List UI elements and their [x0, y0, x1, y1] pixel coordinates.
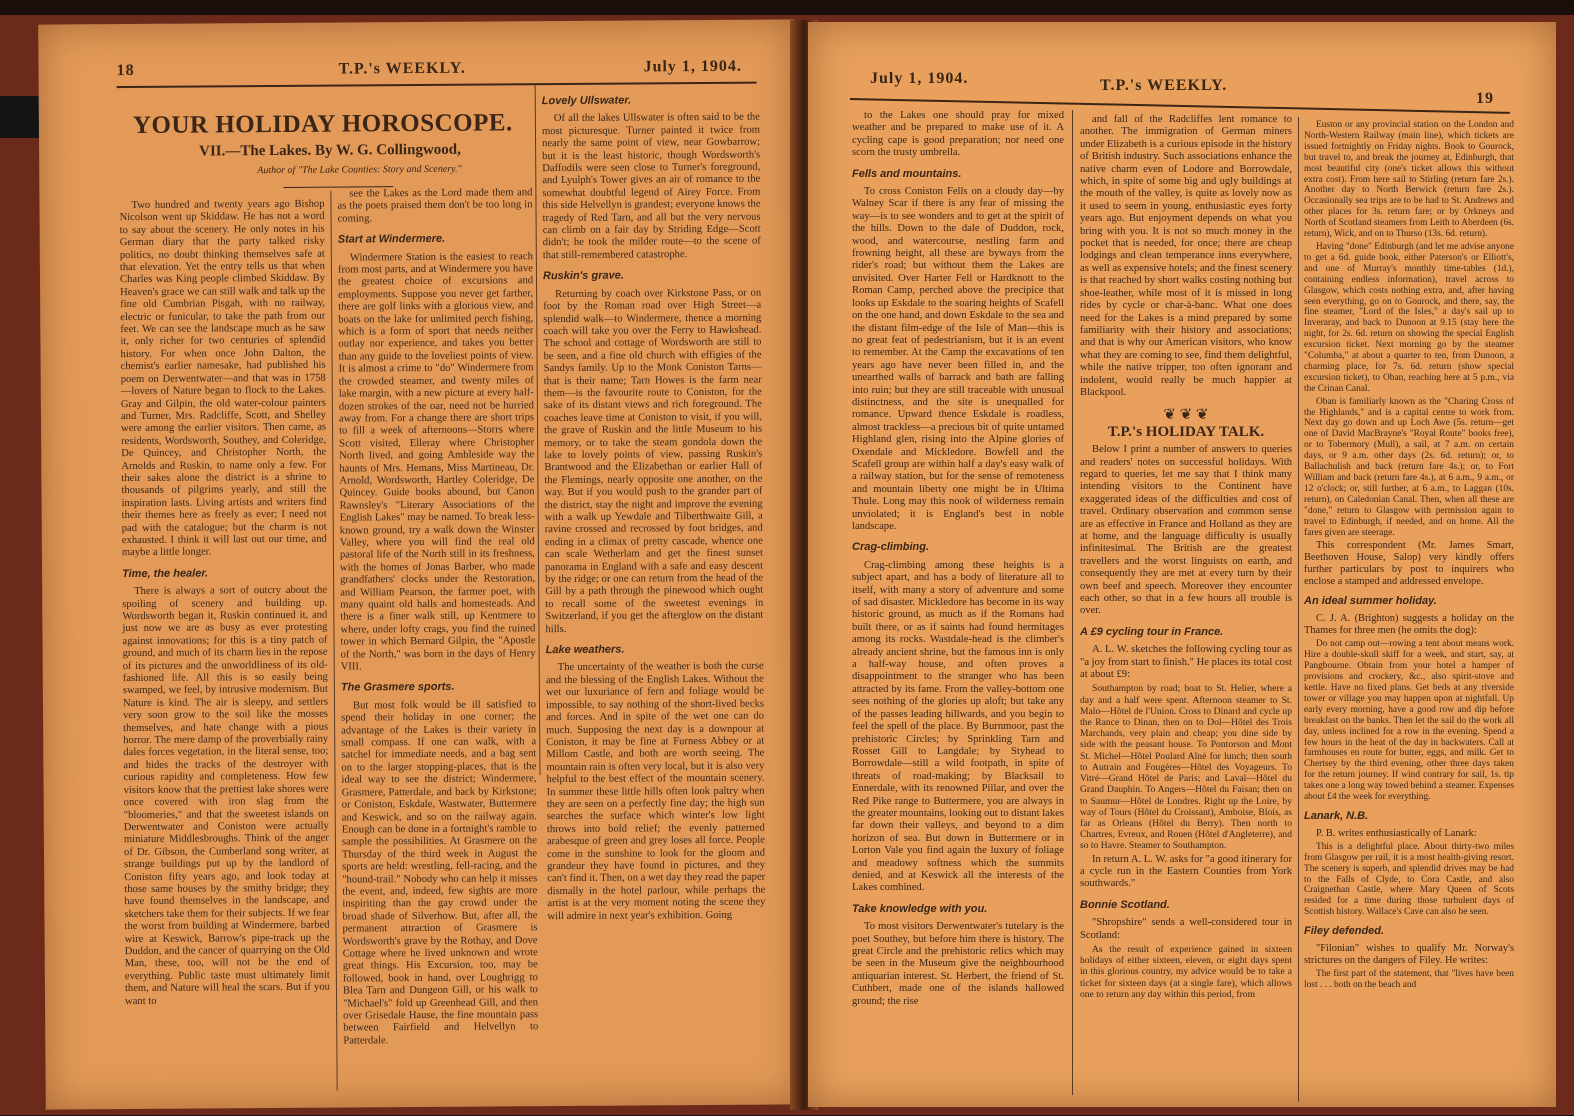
- section-heading: Ruskin's grave.: [542, 269, 624, 283]
- paragraph: To most visitors Derwentwater's tutelary is the poet Southey, but before him there is history. The great Circle and the prehistoric relics which may be seen in the Museum give the neighbourhood antiquarian interest. St. Herbert, the friend of St. Cuthbert, made one of the islands hallowed ground; the rise: [852, 921, 1064, 1007]
- section-heading: Bonnie Scotland.: [1080, 898, 1170, 911]
- section-heading: Lanark, N.B.: [1304, 809, 1369, 822]
- section-heading: Take knowledge with you.: [852, 902, 988, 915]
- right-column-2: [1080, 114, 1292, 1099]
- left-column-2: [337, 187, 538, 1088]
- left-running-title: T.P.'s WEEKLY.: [338, 59, 466, 78]
- paragraph: Having "done" Edinburgh (and let me advise anyone to get a 6d. guide book, either Paterson's or Elliott's, and one of Murray's monthly time-tables (1d.), containing endless information), travel across to Glasgow, which costs nothing extra, and, after having seen everything, go on to Gourock, and there, say, the fine steamer, "Lord of the Isles," a day's sail up to Inveraray, and back to Dunoon at 9.15 (stay here the night, for 2s. 6d. return on showing the special English excursion ticket. Next morning go by the steamer "Columba," at about a quarter to ten, from Dunoon, a charming place, for 7s. 6d. return (show special excursion ticket), to Oban, reaching here at 5 p.m., via the Crinan Canal.: [1304, 241, 1514, 394]
- left-column-divider: [330, 191, 337, 1091]
- paragraph: "Filonian" wishes to qualify Mr. Norway's strictures on the dangers of Filey. He writes:: [1304, 943, 1514, 967]
- paragraph: As the result of experience gained in sixteen holidays of either sixteen, eleven, or eight days spent in this glorious country, my advice would be to take a ticket for sixteen days (at a single fare), which allows one to return any day within this period, from: [1080, 943, 1292, 1000]
- right-date: July 1, 1904.: [870, 70, 969, 87]
- right-column-1: [852, 110, 1064, 1100]
- paragraph: see the Lakes as the Lord made them and as the poets praised them don't be too long in coming.: [337, 187, 533, 225]
- left-page: [38, 19, 802, 1109]
- paragraph: Euston or any provincial station on the London and North-Western Railway (main line), which tickets are issued fortnightly on Friday nights. Book to Gourock, but travel to, and break the journey at, Edinburgh, that most beautiful city (one's ticket allows this without extra cost). From here sail to Stirling (return fare 2s.). Another day to North Berwick (return fare 2s.). Occasionally sea trips are to be had to St. Andrews and other places for 3s. return fare; or by Orkneys and North of Scotland steamers from Leith to Aberdeen (6s. return), Wick, and on to Thurso (13s. 6d. return).: [1304, 120, 1514, 240]
- paragraph: This correspondent (Mr. James Smart, Beethoven House, Salop) very kindly offers further particulars by post to inquirers who enclose a stamped and addressed envelope.: [1304, 540, 1514, 588]
- paragraph: Crag-climbing among these heights is a subject apart, and has a body of literature all to itself, with many a story of adventure and some of sad disaster. Mickledore has become in its way historic ground, as much as if the Romans had built there, or as if saints had found hermitages among its rocks. Wastdale-head is the climber's already ancient shrine, but the famous inn is only a half-way house, and often proves a disappointment to the stranger who has been attracted by its fame. From the valley-bottom one sees nothing of the glories up aloft; but take any of the passes leading hillwards, and you begin to feel the spell of the place. By Burnmoor, past the prehistoric Circles; by Sprinkling Tarn and Rosset Gill to Langdale; by Styhead to Borrowdale—still a wild footpath, in spite of threats of road-making; by Blacksail to Ennerdale, with its renowned Pillar, and over the Red Pike range to Buttermere, you are always in the greater mountains, looking out to distant lakes far down their valleys, and beyond to a dim horizon of sea. But down in Buttermere or in Lorton Vale you find again the luxury of foliage and meadowy softness which the summits denied, and at Keswick all the interests of the Lakes combined.: [852, 559, 1064, 894]
- section-heading: The Grasmere sports.: [340, 681, 455, 694]
- paragraph: Do not camp out—rowing a tent about means work. Hire a double-skull skiff for a week, and start, say, at Pangbourne. Obtain from your hotel a hamper of provisions and crockery, &c., also spirit-stove and kettle. Have no fixed plans. Get beds at any riverside tower or village you may happen upon at nightfall. Up early every morning, have a good row and dip before breakfast on the banks. Then let the sail do the work all day, unless inclined for a row in the evening. Spend a few hours in the heat of the day in backwaters. Call at farmhouses en route for butter, eggs, and milk. Get to Chertsey by the third evening, other three days taken for the return journey. If wind contrary for sail, 1s. tip takes one a long way towed behind a steamer. Expenses about £4 the week for everything.: [1304, 639, 1514, 803]
- paragraph: Returning by coach over Kirkstone Pass, or on foot by the Roman road over High Street—a splendid walk—to Windermere, thence a morning coach will take you over the Ferry to Hawkshead. The school and cottage of Wordsworth are still to be seen, and a fine old church with effigies of the Sandys family. Up to the Monk Coniston Tarns—that is their name; Tarn Howes is the farm near them—is the favourite route to Coniston, for the sake of its distant views and rich foreground. The coaches leave time at Coniston to visit, if you will, the grave of Ruskin and the little Museum to his memory, or to take the steam gondola down the lake to lovely points of view, passing Ruskin's Brantwood and the Elizabethan or earlier Hall of the Flemings, nearly opposite one another, on the way. But if you would push to the grander part of the district, stay the night and improve the evening with a walk up Yewdale and Tilberthwaite Gill, a ravine crossed and recrossed by foot bridges, and ending in a climax of pretty cascade, whence one can scale Wetherlam and get the finest sunset panorama in England with a safe and easy descent by the ridge; or one can return from the head of the Gill by a path through the pinewood which ought to recall some of the sweetest evenings in Switzerland, if you get the afterglow on the distant hills.: [543, 287, 764, 635]
- paragraph: Oban is familiarly known as the "Charing Cross of the Highlands," and is a capital centre to work from. Next day go down and up Loch Awe (5s. return—get one of David MacBrayne's "Royal Route" books free), or to Tobermory (Mull), a sail, at 7 a.m. on certain days, or 9 a.m. other days (2s. 6d. return); or, to Ballachulish and back (return fare 4s.); or, to Fort William and back (return fare 4s.), at 6 a.m., 9 a.m., or 12 o'clock; or, still further, at 6 a.m., to Laggan (10s. return), on Caledonian Canal. Then, when all these are "done," return to Glasgow with permission again to travel to Edinburgh, if needed, and on home. All the fares given are steerage.: [1304, 396, 1514, 538]
- paragraph: The first part of the statement, that "lives have been lost . . . both on the beach and: [1304, 969, 1514, 990]
- paragraph: But most folk would be ill satisfied to spend their holiday in one corner; the advantage of the Lakes is their variety in small compass. If one can walk, with a satchel for immediate needs, and a bag sent on to the larger stopping-places, that is the ideal way to see the district; Windermere, Grasmere, Patterdale, and back by Kirkstone; or Coniston, Eskdale, Wastwater, Buttermere and Keswick, and so on the railway again. Enough can be done in a fortnight's ramble to sample the possibilities. At Grasmere on the Thursday of the third week in August the sports are held: wrestling, fell-racing, and the "hound-trail." Nobody who can help it misses the event, and, indeed, few sights are more inspiriting than the gay crowd under the broad shade of Silverhow. But, after all, the permanent attraction of Grasmere is Wordsworth's grave by the Rothay, and Dove Cottage where he lived unknown and wrote great things. His Excursion, too, may be followed, book in hand, over Loughrigg to Blea Tarn and Dungeon Gill, or his walk to "Michael's" fold up Greenhead Gill, and then over Grisedale Hause, the fine mountain pass between Fairfield and Helvellyn to Patterdale.: [341, 699, 539, 1047]
- paragraph: to the Lakes one should pray for mixed weather and be prepared to make use of it. A cycling cape is good preparation; nor need one scorn the trusty umbrella.: [852, 110, 1064, 159]
- left-column-1: [119, 199, 330, 1100]
- right-column-divider-1: [1072, 110, 1073, 1095]
- paragraph: In return A. L. W. asks for "a good itinerary for a cycle run in the Eastern Counties from York southwards.": [1080, 853, 1292, 890]
- paragraph: Southampton by road; boat to St. Helier, where a day and a half were spent. Afternoon steamer to St. Malo—Hôtel de l'Union. Cross to Dinard and cycle up the Rance to Dinan, then on to Dol—Hôtel des Trois Marchands, very plain and cheap; you dine side by side with the peasant house. To Pontorson and Mont St. Michel—Hôtel Poulard Aîné for lunch; then south to Autrain and Fougères—Hôtel des Voyageurs. To Vitré—Grand Hôtel de Paris; and Laval—Hôtel du Grand Dauphin. To Angers—Hôtel du Faisan; then on to Saumur—Hôtel de Londres. Right up the Loire, by way of Tours (Hôtel du Croissant), Amboise, Blois, as far as Orleans (Hôtel du Berry). Then north to Chartres, Evreux, and Rouen (Hôtel d'Angleterre), and so to Havre. Steamer to Southampton.: [1080, 683, 1292, 852]
- paragraph: C. J. A. (Brighton) suggests a holiday on the Thames for three men (he omits the dog):: [1304, 613, 1514, 637]
- paragraph: P. B. writes enthusiastically of Lanark:: [1316, 827, 1477, 839]
- article-subtitle: VII.—The Lakes. By W. G. Collingwood,: [199, 141, 461, 160]
- section-heading: Time, the healer.: [122, 567, 209, 580]
- section-heading: Fells and mountains.: [852, 167, 962, 180]
- paragraph: Below I print a number of answers to queries and readers' notes on successful holidays. With regard to queries, let me say that I think many intending visitors to the Continent have exaggerated ideas of the difficulties and cost of travel. Ordinary observation and common sense are as effective in France and Holland as they are at home, and the language difficulty is usually infinitesimal. The British are the greatest travellers and the worst linguists on earth, and consequently they are met at every turn by their own beef and speech. Moreover they encounter each other, so that in a few hours all trouble is over.: [1080, 444, 1292, 617]
- left-date: July 1, 1904.: [643, 57, 742, 76]
- ornament: ❦ ❦ ❦: [1163, 407, 1209, 424]
- paragraph: "Shropshire" sends a well-considered tour in Scotland:: [1080, 917, 1292, 941]
- left-page-number: 18: [116, 61, 135, 80]
- paragraph: This is a delightful place. About thirty-two miles from Glasgow per rail, it is a most health-giving resort. The scenery is superb, and splendid drives may be had to the Falls of Clyde, to Cora Castle, and also Craignethan Castle, where Mary Queen of Scots resided for a time during those turbulent days of Scottish history. Wallace's Cave can also be seen.: [1304, 841, 1514, 918]
- section-heading: Filey defended.: [1304, 925, 1385, 938]
- paragraph: Windermere Station is the easiest to reach from most parts, and at Windermere you have the greatest choice of excursions and employments. Suppose you never get farther, there are golf links with a glorious view, and boats on the lake for unlimited perch fishing, which is a form of sport that needs neither outlay nor experience, and takes you better than any guide to the loveliest points of view. It is almost a crime to "do" Windermere from the crowded steamer, and twenty miles of lake margin, with a new picture at every half-dozen strokes of the oar, need not be hurried away from. For a change there are short trips to fill a week of afternoons—Storrs where Scott visited, Elleray where Christopher North lived, and going Ambleside way the haunts of Mrs. Hemans, Miss Martineau, Dr. Arnold, Wordsworth, Hartley Coleridge, De Quincey. Guide books abound, but Canon Rawnsley's "Literary Associations of the English Lakes" may be named. To break less-known ground, try a walk down the Winster Valley, where you will find the real old pastoral life of the North still in its freshness, with the homes of Jonas Barber, who made grandfathers' clocks under the Restoration, and William Pearson, the farmer poet, with many quaint old halls and homesteads. And there is a finer walk still, up Kentmere to where, under lofty crags, you find the ruined tower in which Bernard Gilpin, the "Apostle of the North," was born in the days of Henry VIII.: [337, 250, 536, 673]
- author-note: Author of "The Lake Counties: Story and Scenery.": [257, 163, 462, 177]
- right-page: [808, 22, 1556, 1107]
- right-page-number: 19: [1476, 90, 1494, 107]
- left-column-3: [542, 86, 767, 1087]
- paragraph: A. L. W. sketches the following cycling tour as "a joy from start to finish." He places its total cost at about £9:: [1080, 644, 1292, 681]
- paragraph: To cross Coniston Fells on a cloudy day—by Walney Scar if there is any fear of missing the way—is to see wonders and to get at the spirit of the hills. Down to the dale of Duddon, rock, wood, and watercourse, nestling farm and frowning height, all these are byways from the rider's road; but without them the Lakes are unvisited. Over Harter Fell or Hardknott to the Roman Camp, perched above the precipice that looks up Eskdale to the soaring heights of Scafell on the one hand, and down Eskdale to the sea and the distant film-edge of the Isle of Man—this is no great feat of pedestrianism, but it is an event to remember. At the Camp the excavations of ten years ago have never been filled in, and the unearthed walls of barrack and bath are falling into ruin; but they are still traceable with unusual distinctness, and the site is unequalled for romance. Upward thence Eskdale is roadless, almost trackless—a precious bit of quite untamed Highland glen, rising into the Alpine glories of Oxendale and Mickledore. Bowfell and the Scafell group are within half a day's easy walk of a railway station, but for the sense of remoteness and mountain liberty one might be in Ultima Thule. Long may this nook of wilderness remain unviolated; it is England's best in noble landscape.: [852, 186, 1064, 532]
- right-running-title: T.P.'s WEEKLY.: [1100, 77, 1228, 94]
- paragraph: Two hundred and twenty years ago Bishop Nicolson went up Skiddaw. He has not a word to say about the scenery. He only notes in his German diary that the party talked risky politics, no doubt thinking themselves safe at that elevation. Yet the entry tells us that when Charles was King people climbed Skiddaw. By Heaven's grace we can still walk and talk up the fine old Cumbrian Pisgah, with no railway, electric or funicular, to take the path from our feet. We can see the landscape much as he saw it, only richer for two centuries of splendid history. For when once John Dalton, the chemist's earlier namesake, had published his poem on Derwentwater—and that was in 1758—lovers of Nature began to flock to the Lakes. Gray and Gilpin, the old water-colour painters and Turner, Mrs. Radcliffe, Scott, and Shelley were among the earlier visitors. Then came, as residents, Wordsworth, Southey, and Coleridge, De Quincey, and Christopher North, the Arnolds and Ruskin, to name only a few. For their sakes alone the district is a shrine to thousands of pilgrims yearly, and still the inspiration lasts. Living artists and writers find their themes here as freely as ever; I need not pad with the catalogue; but the charm is not exhausted. I think it will last out our time, and maybe a little longer.: [119, 198, 327, 559]
- article-title: YOUR HOLIDAY HOROSCOPE.: [132, 109, 513, 139]
- section-heading: Lovely Ullswater.: [541, 94, 632, 108]
- paragraph: and fall of the Radcliffes lent romance to another. The immigration of German miners under Elizabeth is a curious episode in the history of British industry. Such associations enhance the native charm even of Lodore and Borrowdale, which, in spite of some big and ugly buildings at the mouth of the valley, is quite as lovely now as it used to seem in young, enthusiastic eyes forty years ago. But enjoyment depends on what you bring with you. It is not so much money in the pocket that is needed, for once; there are cheap lodgings and clean temperance inns everywhere, as well as expensive hotels; and the finest scenery is that reached by short walks costing nothing but shoe-leather, while most of it is missed in long rides by cycle or char-à-banc. What one does need for the Lakes is a mind prepared by some familiarity with their history and associations; and that is why our American visitors, who know what they are coming to see, find them delightful, while the native tripper, too often ignorant and indolent, would really be much happier at Blackpool.: [1080, 114, 1292, 398]
- section-heading: Start at Windermere.: [337, 233, 446, 246]
- paragraph: The uncertainty of the weather is both the curse and the blessing of the English Lakes. Without the wet our luxuriance of fern and foliage would be impossible, to say nothing of the short-lived becks and forces. And in spite of the wet one can do much. Supposing the next day is a downpour at Coniston, it may be fine at Furness Abbey or at Millom Castle, and both are worth seeing. The mountain rain is often very local, but it is also very helpful to the best effect of the mountain scenery. In summer these little hills often look paltry when they are seen on a perfectly fine day; the high sun searches the surface which winter's low light throws into bold relief; the evenly patterned arabesque of green and grey loses all force. People come in the sunshine to look for the gloom and grandeur they have found in pictures, and they can't find it. Then, on a wet day they read the paper dismally in the hotel parlour, while perhaps the artist is at the very moment noting the scene they will admire in next year's exhibition. Going: [545, 661, 766, 922]
- right-column-divider-2: [1298, 117, 1299, 1102]
- section-heading: A £9 cycling tour in France.: [1080, 625, 1224, 638]
- section-heading: Crag-climbing.: [852, 541, 930, 554]
- paragraph: Of all the lakes Ullswater is often said to be the most picturesque. Turner painted it twice from nearly the same point of view, near Gowbarrow; but it is the least historic, though Wordsworth's Daffodils were seen close to Turner's foreground, and Lyulph's Tower gives an air of romance to the somewhat doubtful legend of Airey Force. From this side Helvellyn is grandest; everyone knows the tragedy of Red Tarn, and all but the very nervous can climb on a fair day by Striding Edge—Scott didn't; he took the milder route—to the scene of that still-remembered catastrophe.: [541, 112, 761, 262]
- section-heading: An ideal summer holiday.: [1304, 595, 1437, 608]
- holiday-talk-title: T.P.'s HOLIDAY TALK.: [1107, 423, 1265, 440]
- right-column-3: [1304, 120, 1514, 1105]
- paragraph: There is always a sort of outcry about the spoiling of scenery and building up. Wordsworth began it, Ruskin continued it, and just now we are as busy as ever protesting against innovations; for this is a tiny patch of ground, and much of its charm lies in the repose of its pictures and the unworldliness of its old-fashioned life. All this is so easily being swamped, we feel, by intrusive modernism. But Nature is kind. The air is sleepy, and settlers very soon grow to the soil like the mosses themselves, and hate change with a pious horror. The mere damp of the proverbially rainy dales forces vegetation, in the literal sense, too; and hides the tracks of the destroyer with curious rapidity and completeness. How few visitors know that the prettiest lake shores were once covered with iron slag from the "bloomeries," and that the sweetest islands on Derwentwater and Coniston were actually miniature Middlesbroughs. Think of the anger of Dr. Gibson, the Cumberland song writer, at strange buildings put up by the landlord of Coniston fifty years ago, and look today at those same houses by the smithy bridge; they have found themselves in the landscape, and sketchers take them for their subjects. If we fear the worst from building at Windermere, barbed wire at Keswick, Barrow's pipe-track up the Duddon, and the cancer of quarrying on the Old Man, these, too, will not be the end of everything. Public taste must ultimately limit them, and Nature will heal the scars. But if you want to: [122, 584, 330, 1007]
- section-heading: Lake weathers.: [545, 643, 625, 657]
